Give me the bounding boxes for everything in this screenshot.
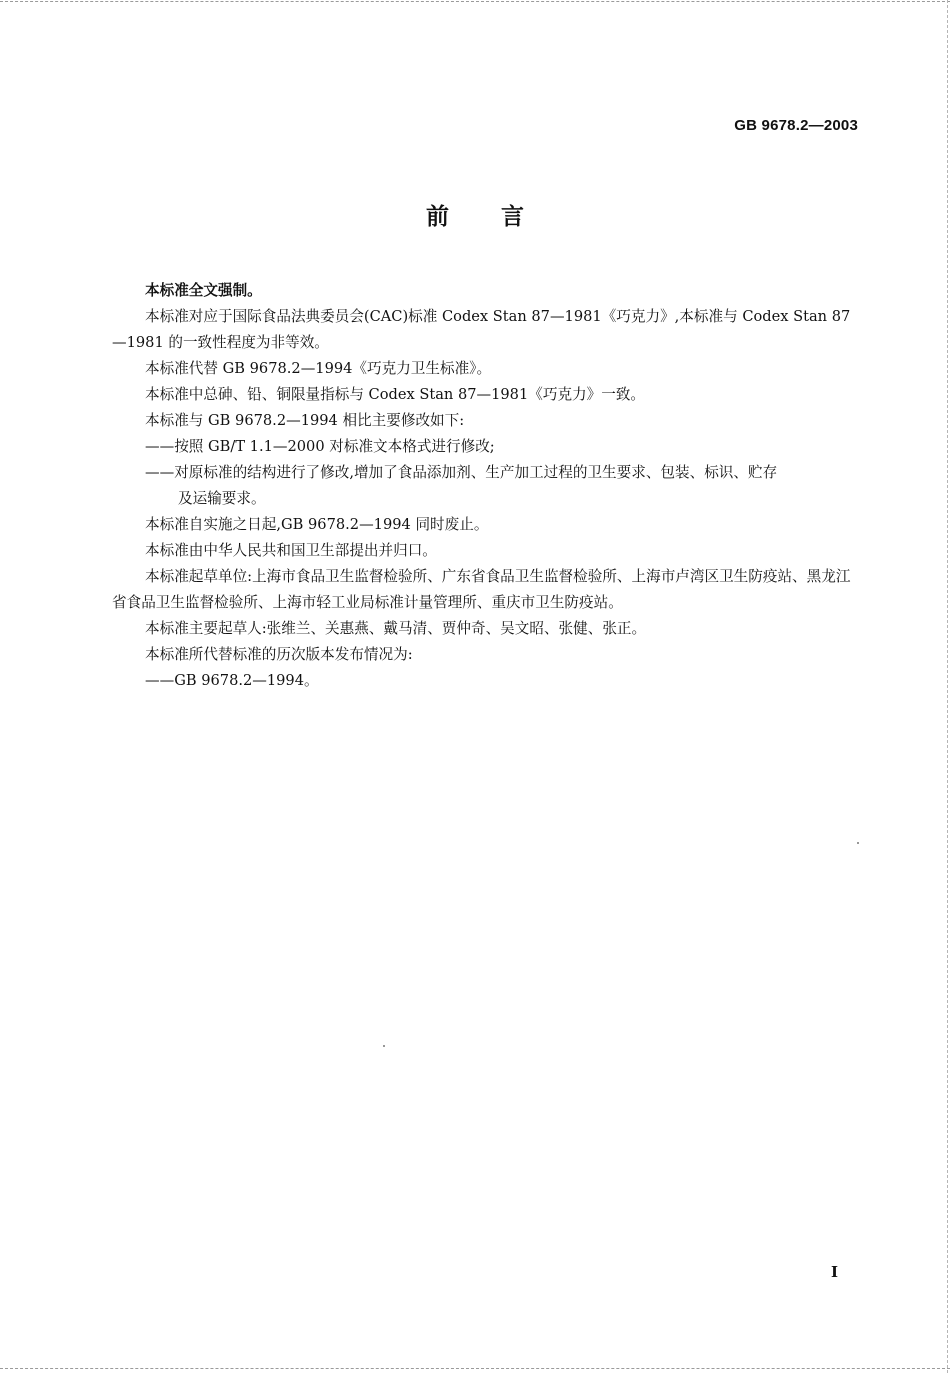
paragraph-abolish: 本标准自实施之日起,GB 9678.2—1994 同时废止。 (145, 516, 489, 533)
paragraph-limits: 本标准中总砷、铅、铜限量指标与 Codex Stan 87—1981《巧克力》一致。 (145, 386, 646, 403)
paragraph-drafters: 本标准主要起草人:张维兰、关惠燕、戴马清、贾仲奇、吴文昭、张健、张正。 (145, 620, 647, 637)
page-title (0, 198, 950, 231)
list-item-change-2-line1: ——对原标准的结构进行了修改,增加了食品添加剂、生产加工过程的卫生要求、包装、标识、贮存 (145, 464, 778, 481)
paragraph-correspondence: 本标准对应于国际食品法典委员会(CAC)标准 Codex Stan 87—1981《巧克力》,本标准与 Codex Stan 87—1981 的一致性程度为非等效。 (112, 308, 851, 351)
page-bottom-edge (0, 1368, 950, 1369)
list-item-change-2-line2: 及运输要求。 (178, 490, 266, 507)
preface-body (112, 278, 860, 694)
paragraph-history-intro: 本标准所代替标准的历次版本发布情况为: (145, 646, 413, 663)
paragraph-replaces: 本标准代替 GB 9678.2—1994《巧克力卫生标准》。 (145, 360, 492, 377)
paragraph-mandatory: 本标准全文强制。 (145, 282, 262, 299)
list-item-history: ——GB 9678.2—1994。 (145, 672, 319, 689)
title-char-2: 言 (501, 204, 524, 230)
paragraph-proposer: 本标准由中华人民共和国卫生部提出并归口。 (145, 542, 437, 559)
list-item-change-2 (112, 460, 860, 512)
scan-speck (383, 1045, 385, 1047)
scan-speck (857, 842, 859, 844)
paragraph-drafting-units: 本标准起草单位:上海市食品卫生监督检验所、广东省食品卫生监督检验所、上海市卢湾区卫生防疫站、黑龙江省食品卫生监督检验所、上海市轻工业局标准计量管理所、重庆市卫生防疫站。 (112, 568, 851, 611)
document-code: GB 9678.2—2003 (734, 117, 858, 134)
page-top-edge (0, 1, 950, 2)
title-char-1: 前 (426, 204, 449, 230)
page-number: I (831, 1263, 839, 1281)
list-item-change-1: ——按照 GB/T 1.1—2000 对标准文本格式进行修改; (145, 438, 495, 455)
paragraph-changes-intro: 本标准与 GB 9678.2—1994 相比主要修改如下: (145, 412, 465, 429)
